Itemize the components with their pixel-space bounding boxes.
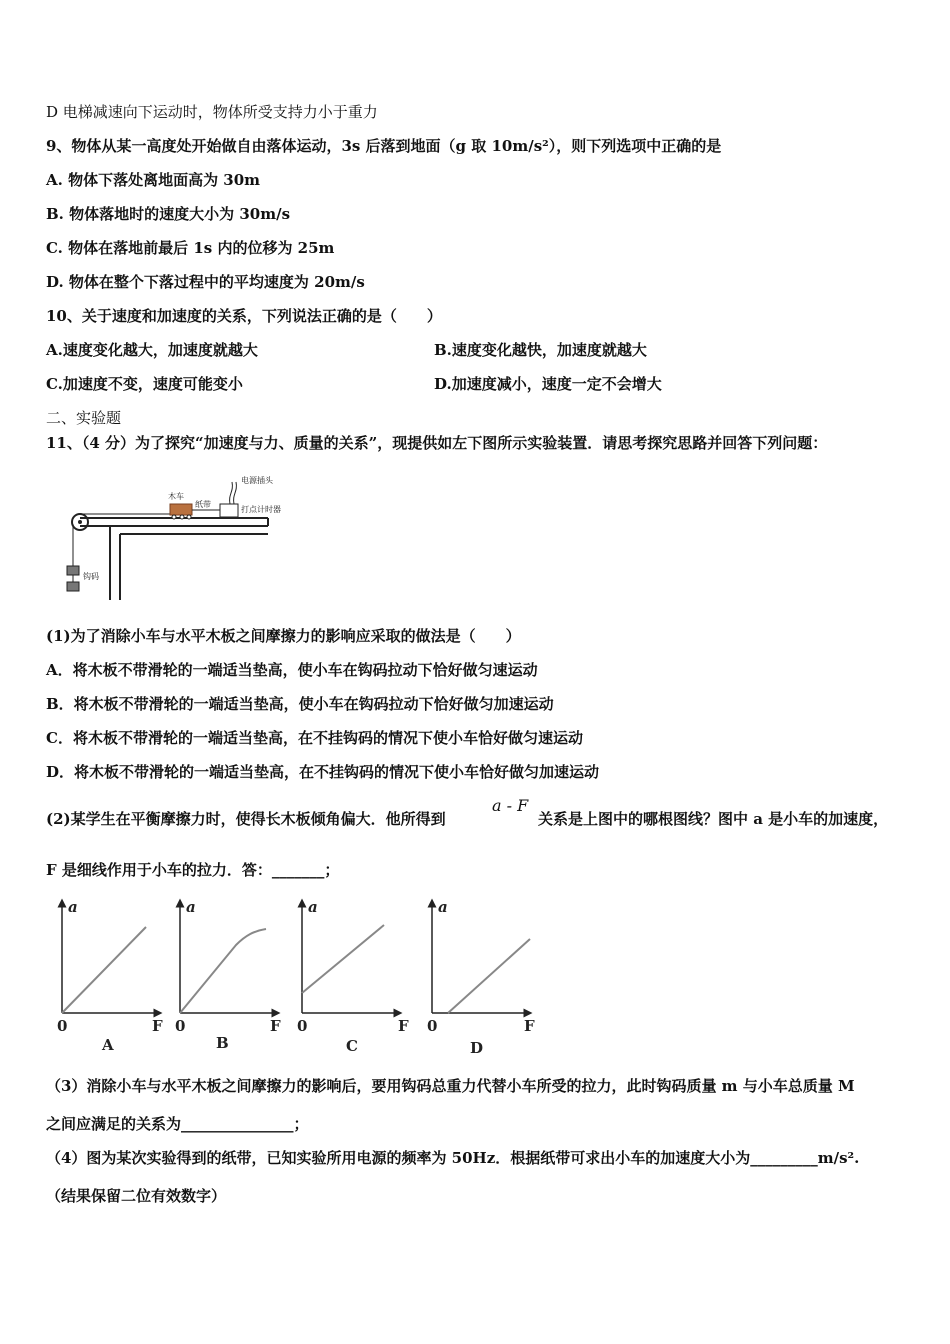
option-d-elevator: D 电梯减速向下运动时，物体所受支持力小于重力 (46, 103, 378, 121)
car-label: 木车 (168, 492, 184, 501)
question-11: 11、（4 分）为了探究“加速度与力、质量的关系”，现提供如左下图所示实验装置．请思考探究思路并回答下列问题： (46, 434, 828, 452)
q10-option-c: C.加速度不变，速度可能变小 (46, 375, 243, 393)
question-11-4-note: （结果保留二位有效数字） (46, 1187, 227, 1205)
graph-c (297, 898, 409, 1055)
origin-label: 0 (175, 1017, 186, 1035)
section-heading: 二、实验题 (46, 409, 122, 427)
origin-label: 0 (427, 1017, 438, 1035)
y-axis-label: a (308, 898, 318, 916)
q11-option-b: B．将木板不带滑轮的一端适当垫高，使小车在钩码拉动下恰好做匀加速运动 (46, 695, 554, 713)
question-11-4: （4）图为某次实验得到的纸带，已知实验所用电源的频率为 50Hz．根据纸带可求出小车的加速度大小为_________m/s². (46, 1149, 860, 1167)
q10-option-b: B.速度变化越快，加速度就越大 (434, 341, 647, 359)
graph-name: D (470, 1039, 484, 1057)
x-axis-label: F (270, 1017, 281, 1035)
timer-label: 打点计时器 (241, 505, 281, 514)
q11-option-c: C．将木板不带滑轮的一端适当垫高，在不挂钩码的情况下使小车恰好做匀速运动 (46, 729, 583, 747)
graph-name: B (216, 1034, 229, 1052)
x-axis-label: F (152, 1017, 163, 1035)
apparatus-diagram (60, 470, 300, 600)
q9-option-b: B. 物体落地时的速度大小为 30m/s (46, 205, 291, 223)
origin-label: 0 (57, 1017, 68, 1035)
a-f-formula: a - F (492, 796, 529, 815)
question-11-3-answer: 之间应满足的关系为_______________； (46, 1115, 309, 1133)
question-9: 9、物体从某一高度处开始做自由落体运动，3s 后落到地面（g 取 10m/s²），则下列选项中正确的是 (46, 137, 722, 155)
weight-label: 钩码 (83, 572, 99, 581)
graph-d (427, 898, 535, 1057)
question-10: 10、关于速度和加速度的关系，下列说法正确的是（ ） (46, 307, 442, 325)
graph-a (57, 898, 163, 1054)
question-11-1: (1)为了消除小车与水平木板之间摩擦力的影响应采取的做法是（ ） (46, 627, 521, 645)
q9-option-c: C. 物体在落地前最后 1s 内的位移为 25m (46, 239, 335, 257)
plug-label: 电源插头 (241, 476, 273, 485)
question-11-2-answer: F 是细线作用于小车的拉力．答：_______； (46, 861, 340, 879)
y-axis-label: a (438, 898, 448, 916)
y-axis-label: a (68, 898, 78, 916)
graph-name: A (102, 1036, 114, 1054)
q9-option-d: D. 物体在整个下落过程中的平均速度为 20m/s (46, 273, 365, 291)
graph-name: C (346, 1037, 358, 1055)
x-axis-label: F (524, 1017, 535, 1035)
q9-option-a: A. 物体下落处离地面高为 30m (46, 171, 261, 189)
origin-label: 0 (297, 1017, 308, 1035)
graph-b (175, 898, 281, 1052)
q10-option-a: A.速度变化越大，加速度就越大 (46, 341, 258, 359)
graph-options (44, 895, 564, 1065)
q11-option-d: D．将木板不带滑轮的一端适当垫高，在不挂钩码的情况下使小车恰好做匀加速运动 (46, 763, 600, 781)
q10-option-d: D.加速度减小，速度一定不会增大 (434, 375, 662, 393)
tape-label: 纸带 (195, 500, 211, 509)
question-11-2-part-a: (2)某学生在平衡摩擦力时，使得长木板倾角偏大．他所得到 (46, 810, 446, 828)
x-axis-label: F (398, 1017, 409, 1035)
question-11-2-part-b: 关系是上图中的哪根图线？图中 a 是小车的加速度， (538, 810, 889, 828)
q11-option-a: A．将木板不带滑轮的一端适当垫高，使小车在钩码拉动下恰好做匀速运动 (46, 661, 538, 679)
question-11-3: （3）消除小车与水平木板之间摩擦力的影响后，要用钩码总重力代替小车所受的拉力，此时钩码质量 m 与小车总质量 M (46, 1077, 855, 1095)
y-axis-label: a (186, 898, 196, 916)
